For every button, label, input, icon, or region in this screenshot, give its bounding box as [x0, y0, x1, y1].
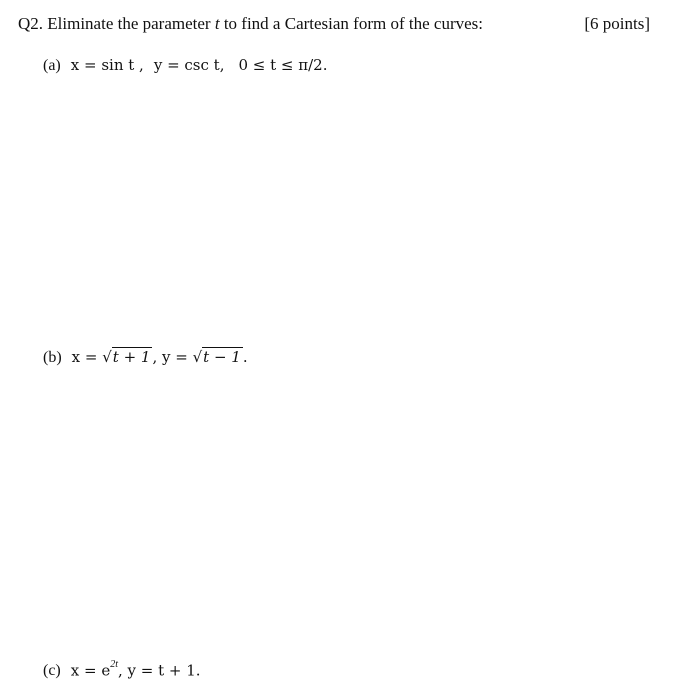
part-b-x-radicand: t + 1 [112, 348, 151, 366]
part-b-separator: , y = [152, 348, 193, 366]
sqrt-icon: √ [192, 348, 203, 366]
part-c-label: (c) [43, 662, 61, 680]
part-b-x-lhs: x = [71, 348, 103, 366]
part-b [43, 346, 248, 369]
part-b-end: . [242, 348, 248, 366]
part-b-y-radicand: t − 1 [203, 348, 241, 366]
part-a-label: (a) [43, 57, 61, 74]
part-b-y-sqrt [193, 346, 243, 368]
question-title [18, 13, 483, 35]
part-c-x-lhs: x = e [70, 661, 111, 680]
part-a-x-equation: x = sin t , [70, 56, 144, 74]
part-b-x-sqrt [102, 346, 152, 368]
points-label: [6 points] [584, 14, 650, 33]
question-prefix: Q2. Eliminate the parameter [18, 14, 215, 33]
question-suffix: to find a Cartesian form of the curves: [219, 14, 483, 33]
part-b-label: (b) [43, 349, 62, 366]
question-header [18, 13, 650, 37]
sqrt-icon: √ [102, 348, 112, 366]
part-a-domain: 0 ≤ t ≤ π/2. [238, 56, 328, 74]
question-variable: t [214, 14, 220, 33]
part-c [43, 656, 201, 682]
part-a [43, 54, 328, 77]
part-a-y-equation: y = csc t, [153, 56, 225, 74]
part-c-x-exponent: 2t [110, 659, 118, 670]
part-c-y-equation: , y = t + 1. [118, 661, 201, 680]
